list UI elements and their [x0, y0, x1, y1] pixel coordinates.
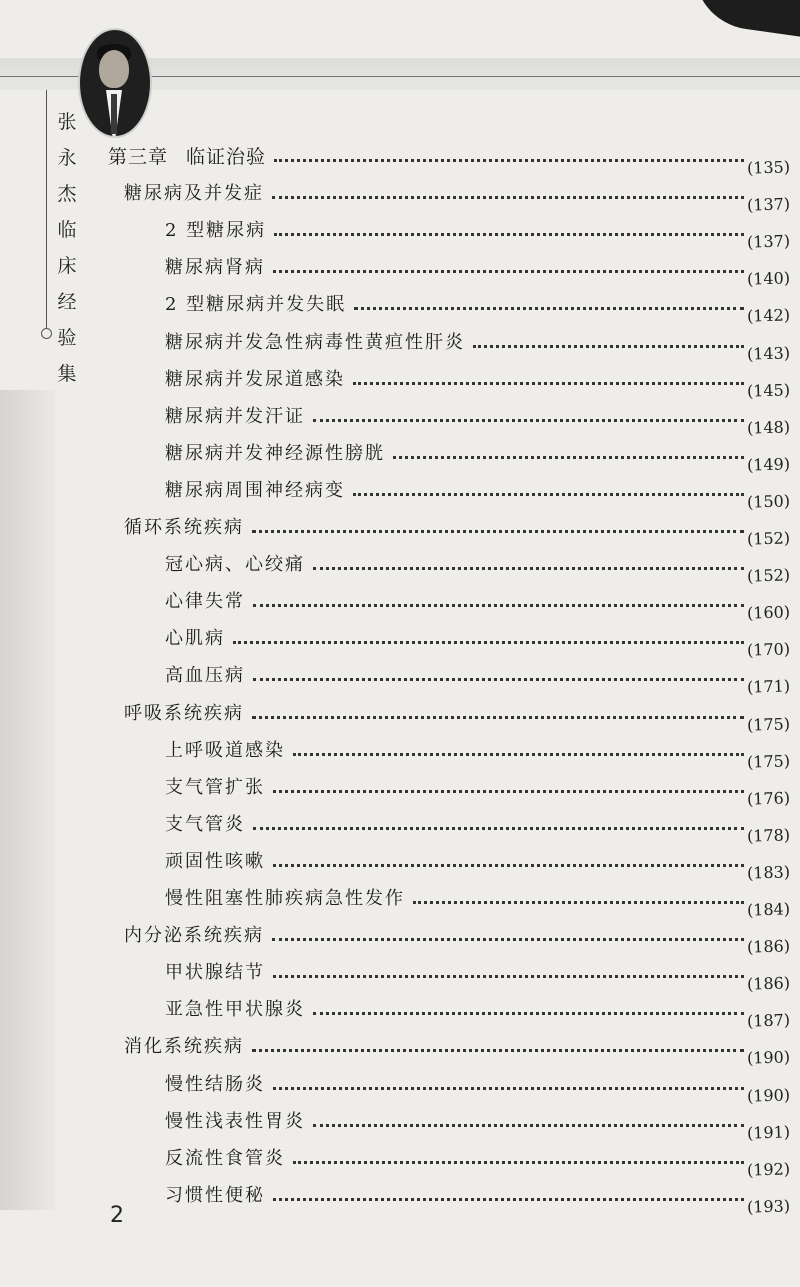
dot-leader [253, 827, 744, 830]
toc-page-number: (145) [746, 379, 791, 401]
toc-page-number: (187) [746, 1010, 791, 1032]
toc-entry[interactable] [0, 1147, 800, 1180]
dot-leader [293, 753, 744, 756]
toc-label: 亚急性甲状腺炎 [165, 998, 311, 1022]
dot-leader [252, 1049, 744, 1052]
dot-leader [313, 419, 744, 422]
title-char: 永 [57, 147, 77, 169]
toc-page-number: (170) [746, 639, 791, 661]
toc-entry[interactable] [0, 664, 800, 698]
title-char: 验 [57, 327, 77, 349]
toc-label: 糖尿病并发急性病毒性黄疸性肝炎 [165, 331, 471, 355]
dot-leader [273, 975, 744, 978]
toc-page-number: (135) [746, 157, 791, 178]
toc-page-number: (143) [746, 342, 791, 364]
toc-entry[interactable] [0, 627, 800, 661]
toc-entry[interactable] [0, 479, 800, 512]
title-char: 张 [57, 111, 77, 133]
toc-page-number: (175) [746, 713, 791, 735]
toc-label: 循环系统疾病 [124, 516, 250, 540]
dot-leader [273, 864, 744, 867]
toc-page-number: (142) [746, 305, 791, 327]
toc-page-number: (190) [746, 1047, 791, 1069]
toc-entry[interactable] [0, 850, 800, 883]
dot-leader [272, 196, 744, 199]
toc-label: 顽固性咳嗽 [165, 850, 271, 874]
toc-page-number: (192) [746, 1158, 791, 1180]
toc-label: 糖尿病并发尿道感染 [165, 368, 351, 392]
dot-leader [252, 530, 744, 533]
toc-page-number: (176) [746, 787, 791, 809]
dot-leader [272, 938, 744, 941]
dot-leader [353, 382, 744, 385]
toc-label: 心肌病 [165, 627, 231, 651]
toc-page-number: (148) [746, 416, 791, 438]
toc-entry[interactable] [0, 368, 800, 401]
dot-leader [473, 345, 744, 348]
page-corner-shadow [686, 0, 800, 39]
toc-entry-section[interactable] [0, 1035, 800, 1069]
toc-label: 消化系统疾病 [124, 1035, 250, 1059]
author-portrait [80, 30, 150, 136]
toc-page-number: (152) [746, 565, 791, 586]
toc-entry[interactable] [0, 293, 800, 327]
toc-page-number: (175) [746, 750, 791, 772]
toc-entry-section[interactable] [0, 924, 800, 957]
toc-entry[interactable] [0, 331, 800, 364]
toc-chapter-label [108, 145, 272, 169]
toc-page-number: (140) [746, 268, 791, 290]
toc-entry[interactable] [0, 219, 800, 252]
dot-leader [313, 1124, 744, 1127]
toc-label: 习惯性便秘 [165, 1184, 271, 1208]
toc-entry[interactable] [0, 405, 800, 438]
dot-leader [253, 678, 744, 681]
toc-page-number: (150) [746, 491, 791, 512]
toc-page-number: (184) [746, 899, 791, 920]
toc-label: 支气管炎 [165, 813, 251, 837]
dot-leader [393, 456, 744, 459]
toc-page-number: (152) [746, 528, 791, 549]
toc-label: 慢性结肠炎 [165, 1073, 271, 1097]
toc-entry[interactable] [0, 590, 800, 623]
toc-entry[interactable] [0, 998, 800, 1032]
toc-page-number: (171) [746, 676, 791, 698]
toc-page-number: (183) [746, 862, 791, 883]
dot-leader [273, 270, 744, 273]
toc-label: 反流性食管炎 [165, 1147, 291, 1171]
toc-entry-section[interactable] [0, 702, 800, 735]
toc-label: 内分泌系统疾病 [124, 924, 270, 948]
toc-entry-section[interactable] [0, 182, 800, 215]
dot-leader [413, 901, 744, 904]
toc-entry-section[interactable] [0, 516, 800, 549]
title-char: 杰 [57, 183, 77, 205]
toc-page-number: (186) [746, 973, 791, 994]
dot-leader [353, 493, 744, 496]
toc-label: 支气管扩张 [165, 776, 271, 800]
title-char: 床 [57, 255, 77, 277]
toc-entry[interactable] [0, 553, 800, 586]
dot-leader [273, 790, 744, 793]
toc-label: 糖尿病周围神经病变 [165, 479, 351, 503]
dot-leader [293, 1161, 744, 1164]
title-char: 临 [57, 219, 77, 241]
toc-entry[interactable] [0, 776, 800, 809]
toc-entry-chapter[interactable] [0, 145, 800, 178]
chapter-number: 第三章 [108, 146, 169, 168]
toc-entry[interactable] [0, 1073, 800, 1106]
toc-label: 慢性阻塞性肺疾病急性发作 [165, 887, 411, 911]
toc-label: 2 型糖尿病并发失眠 [165, 293, 352, 317]
page-number: 2 [110, 1203, 124, 1228]
title-char: 经 [57, 291, 77, 313]
dot-leader [354, 307, 744, 310]
toc-entry[interactable] [0, 739, 800, 772]
toc-label: 甲状腺结节 [165, 961, 271, 985]
toc-page-number: (137) [746, 194, 791, 215]
dot-leader [273, 1087, 744, 1090]
dot-leader [313, 1012, 744, 1015]
toc-page-number: (190) [746, 1084, 791, 1106]
toc-entry[interactable] [0, 1110, 800, 1143]
toc-page-number: (160) [746, 602, 791, 623]
dot-leader [313, 567, 744, 570]
dot-leader [273, 1198, 744, 1201]
toc-entry[interactable] [0, 813, 800, 846]
dot-leader [253, 604, 744, 607]
dot-leader [274, 159, 744, 162]
toc-page-number: (193) [746, 1196, 791, 1217]
toc-label: 呼吸系统疾病 [124, 702, 250, 726]
toc-page-number: (178) [746, 825, 791, 846]
chapter-title: 临证治验 [186, 146, 267, 168]
toc-page-number: (149) [746, 454, 791, 475]
toc-label: 糖尿病并发汗证 [165, 405, 311, 429]
toc-label: 2 型糖尿病 [165, 219, 272, 243]
dot-leader [252, 716, 744, 719]
toc-label: 心律失常 [165, 590, 251, 614]
dot-leader [233, 641, 744, 644]
toc-label: 冠心病、心绞痛 [165, 553, 311, 577]
toc-label: 糖尿病并发神经源性膀胱 [165, 442, 391, 466]
toc-entry[interactable] [0, 961, 800, 994]
toc-label: 上呼吸道感染 [165, 739, 291, 763]
toc-label: 高血压病 [165, 664, 251, 688]
toc-page-number: (191) [746, 1121, 791, 1143]
toc-entry[interactable] [0, 887, 800, 920]
portrait-face [99, 50, 129, 88]
title-char: 集 [57, 363, 77, 385]
toc-label: 糖尿病肾病 [165, 256, 271, 280]
toc-page-number: (186) [746, 936, 791, 957]
toc-page-number: (137) [746, 231, 791, 252]
toc-label: 慢性浅表性胃炎 [165, 1110, 311, 1134]
toc-entry[interactable] [0, 442, 800, 475]
portrait-tie [111, 94, 117, 134]
toc-entry[interactable] [0, 256, 800, 290]
dot-leader [274, 233, 744, 236]
toc-label: 糖尿病及并发症 [124, 182, 270, 206]
